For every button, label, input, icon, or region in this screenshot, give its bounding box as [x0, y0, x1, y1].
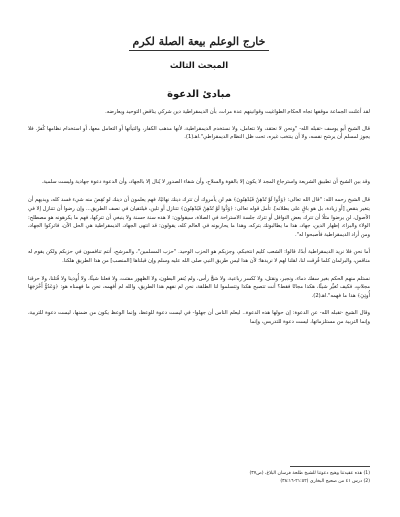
paragraph-6: نستلم منهم الحكم بغير سفك دماء، ونجبر، ونقتل، ولا نُكسر رباعية، ولا شجَّ رأس، ولم يُنفر البطون، ولا الظهور مفتت، ولا فعلنا شيئًا، ولا أُوذينا ولا قُتلنا، ولا حرقنا مجلاتٍ، فكيف نُغيِّر شيئًا، هكذا مجانًا فقط؟ أنت تتصبح هكذا وتتسلموا لنا الطلقة، نحن لم نفهم هذا الطريق، والله لم أفهمه، نحن ما فهمناه هو: ﴿وَعَدُوٌّ أَخْرَجَهَا أُوتِيَ﴾ هذا ما فهمه".اهـ(2).	[28, 275, 370, 299]
paragraph-1: لقد أعلنت الجماعة موقفها تجاه الحكام الطواغيت وقوانينهم عدة مرات، بأن الديمقراطية دين شركي يناقض التوحيد ويعارضه.	[105, 109, 370, 115]
footnote-divider	[290, 466, 370, 467]
emblem-text: خارج الوعلم بيعة الصلة لكرم	[132, 35, 266, 48]
calligraphy-emblem	[129, 18, 269, 51]
paragraph-7: وقال الشيخ -تقبله الله- عن الدعوة: إن حولها هذه الدعوة.. ليعلم الناس أن جهلوا- في ليست دعوة للوعظ، وإنما الوعظ يكون من ضمنها، ليست دعوة للتربية، وإنما التربية من مستلزماتها، ليست دعوة للتدريس، وإنما	[28, 310, 370, 325]
paragraph-5: أما نحن فلا نريد الديمقراطية أبدًا، قالوا: الشعب كليم انتخبكم، وجزبكم هو الحزب الوحيد. "حزب المسلمين"، والمرشح، أنتم تنافسون في حزبكم ولكن يقوم له مناقس، والبرلمان كلما فُرِقت لنا، لقلنا لهم لا نريدها؛ لأن هذا ليس طريق النبي صلى الله عليه وسلم وإن قبلناها [المنصب] من هذا الطريق هلكنا.	[28, 249, 370, 264]
section-title: المبحث الثالث	[169, 61, 229, 71]
paragraph-3: وقد بين الشيخ أن تطبيق الشريعة واسترجاع المجد لا يكون إلا بالقوة والسلاح، وأن شفاء الصدور لا يُنال إلا بالجهاد، وأن الدعوة دعوة جهادية وليست سلمية.	[41, 178, 370, 185]
paragraph-4: قال الشيخ رحمه الله: "قال الله تعالى: ﴿وَدُّوا لَوْ تُدْهِنُ فَيُدْهِنُونَ﴾ هم لن يأمروك أن تترك دينك نهائيًا، فهم يعلمون أن دينك لو نُقِصَ منه شيء فسد كله، ويديهم أن يتغير بنقص [أو زيادة، بل هو باقٍ على بطلانه]. تأمل قوله تعالى: ﴿وَدُّوا لَوْ تُدْهِنُ فَيُدْهِنُونَ﴾ تتنازل أو تلين، فيلتقيان في نصف الطريق... وإن رضوا أن تتنازل إلا في الأصول، لن يرضوا مثلًا أن تترك بعض النوافل أو تترك جلسة الاستراحة في الصلاة، سيقولون: لا هذه سنة حسنة ولا ينبغي أن تتركها، فهم ما يكرهونه هو مصطلح: الولاء والبراء، إظهار الدين، جهاد، هذا ما يطالبونك بتركه، وهذا ما يحاربونه في العالم كله، يقولون: قد انتهى الجهاد، الديمقراطية هي الحل الآن، فاتركوا الجهاد، ومن أراد الديمقراطية فأصبحوا له".	[28, 197, 370, 238]
footnote-1: (1) هذه عقيدتنا وهيج دعوتنا للشيخ طلحة فرسان البلاغ، (ص٣٧)	[249, 471, 370, 476]
paragraph-2: قال الشيخ أبو يوسف -تقبله الله- "ونحن لا نعتقد، ولا نتعامل، ولا نستخدم الديمقراطية، لأنها مذهب الكفار، والتيأتها أو التعامل معها، أو استخدام نظامها كُفرٌ. فلا يجوز لمسلم أن يرشح نفسه، ولا أن ينتخب غيره، تحت ظل النظام الديمقراطي".اهـ(1).	[28, 125, 370, 141]
page-header	[28, 18, 370, 100]
footnote-2: (2) درس ٤١ من صحيح البخاري (٢١:٥٢-٣٨:١٦)	[280, 478, 370, 484]
footnotes	[28, 470, 370, 485]
main-heading: مبادئ الدعوة	[167, 89, 231, 100]
